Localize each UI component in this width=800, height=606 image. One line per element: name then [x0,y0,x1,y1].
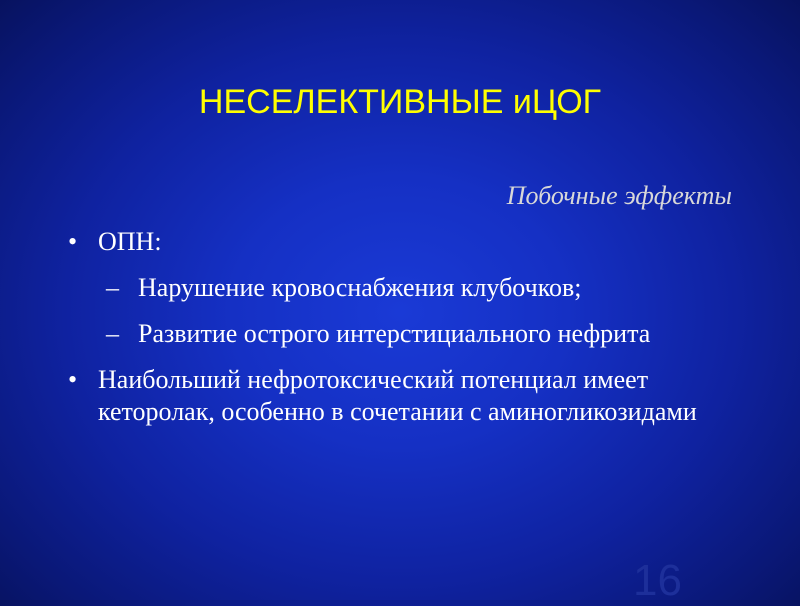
bullet-list [68,226,748,442]
bullet-marker: • [68,227,78,256]
sub-item-interstitial-nephritis [68,318,748,350]
sub-item-marker: – [106,273,119,302]
slide-title: НЕСЕЛЕКТИВНЫЕ иЦОГ [198,83,602,121]
bullet-text: ОПН: [98,227,162,256]
page-number: 16 [633,556,682,605]
slide-subtitle: Побочные эффекты [506,181,732,210]
sub-item-text: Нарушение кровоснабжения клубочков; [138,273,582,302]
bullet-marker: • [68,365,78,394]
bullet-text: Наибольший нефротоксический потенциал имеет кеторолак, особенно в сочетании с аминогликозидами [98,365,697,426]
bullet-item-ketorolac [68,364,748,428]
sub-item-marker: – [106,319,119,348]
sub-item-text: Развитие острого интерстициального нефрита [138,319,651,348]
sub-item-glomerular-blood-flow [68,272,748,304]
bullet-item-opn [68,226,748,258]
